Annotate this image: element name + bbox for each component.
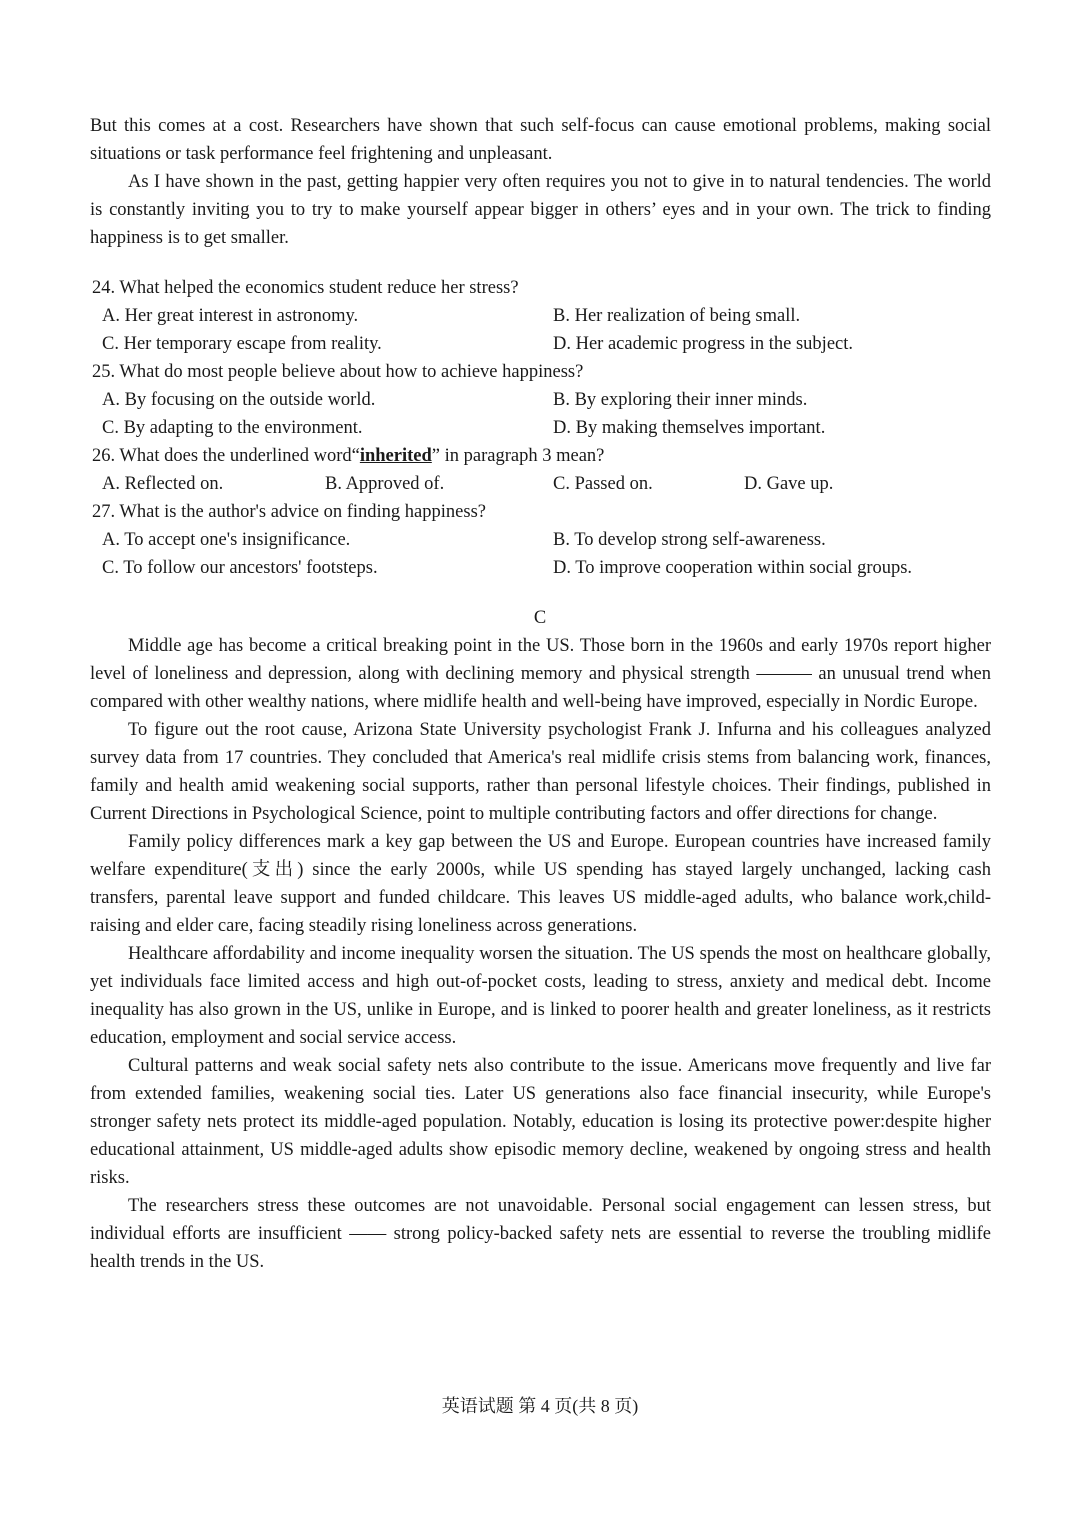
underlined-word: inherited xyxy=(359,446,432,466)
paragraph: To figure out the root cause, Arizona State University psychologist Frank J. Infurna and his colleagues analyzed survey data from 17 countries. They concluded that America's real midlife crisis stems from balancing work, finances, family and health amid weakening social supports, rather than personal lifestyle choices. Their findings, published in Current Directions in Psychological Science, point to multiple contributing factors and offer directions for change. xyxy=(90,720,991,824)
question-stem: 24. What helped the economics student reduce her stress? xyxy=(92,278,519,298)
paragraph: Cultural patterns and weak social safety nets also contribute to the issue. Americans move frequently and live far from extended families, weakening social ties. Later US generations also face financial insecurity, while Europe's stronger safety nets protect its middle-aged population. Notably, education is losing its protective power:despite higher educational attainment, US middle-aged adults show episodic memory decline, weakened by ongoing stress and health risks. xyxy=(90,1056,991,1188)
option-a: A. Reflected on. xyxy=(102,474,224,494)
option-d: D. Her academic progress in the subject. xyxy=(553,334,854,354)
option-row xyxy=(90,330,990,358)
question-27 xyxy=(90,498,990,582)
option-row xyxy=(90,414,990,442)
passage-b-ending xyxy=(90,112,991,252)
question-stem: 27. What is the author's advice on finding happiness? xyxy=(92,502,486,522)
option-row xyxy=(90,526,990,554)
option-d: D. By making themselves important. xyxy=(553,418,826,438)
option-b: B. Approved of. xyxy=(325,474,445,494)
passage-c xyxy=(90,632,991,1276)
option-b: B. To develop strong self-awareness. xyxy=(553,530,826,550)
paragraph: The researchers stress these outcomes are not unavoidable. Personal social engagement can lessen stress, but individual efforts are insufficient —— strong policy-backed safety nets are essential to reverse the troubling midlife health trends in the US. xyxy=(90,1196,991,1272)
question-stem: 25. What do most people believe about how to achieve happiness? xyxy=(92,362,584,382)
question-25 xyxy=(90,358,990,442)
option-c: C. Her temporary escape from reality. xyxy=(102,334,382,354)
option-b: B. Her realization of being small. xyxy=(553,306,801,326)
stem-after: ” in paragraph 3 mean? xyxy=(431,446,605,466)
question-list xyxy=(90,274,990,582)
question-24 xyxy=(90,274,990,358)
paragraph: Family policy differences mark a key gap between the US and Europe. European countries have increased family welfare expenditure(支出) since the early 2000s, while US spending has stayed largely unchanged, lacking cash transfers, parental leave support and funded childcare. This leaves US middle-aged adults, who balance work,child-raising and elder care, facing steadily rising loneliness across generations. xyxy=(90,832,991,936)
question-26 xyxy=(90,442,990,498)
option-a: A. To accept one's insignificance. xyxy=(102,530,351,550)
paragraph: Healthcare affordability and income inequality worsen the situation. The US spends the most on healthcare globally, yet individuals face limited access and high out-of-pocket costs, leading to stress, anxiety and medical debt. Income inequality has also grown in the US, unlike in Europe, and is linked to poorer health and greater loneliness, as it restricts education, employment and social service access. xyxy=(90,944,991,1048)
option-b: B. By exploring their inner minds. xyxy=(553,390,808,410)
paragraph: Middle age has become a critical breaking point in the US. Those born in the 1960s and early 1970s report higher level of loneliness and depression, along with declining memory and physical strength ——— an unusual trend when compared with other wealthy nations, where midlife health and well-being have improved, especially in Nordic Europe. xyxy=(90,636,991,712)
section-heading: C xyxy=(533,608,547,628)
question-stem xyxy=(90,442,990,470)
option-a: A. By focusing on the outside world. xyxy=(102,390,376,410)
option-row xyxy=(90,302,990,330)
option-c: C. By adapting to the environment. xyxy=(102,418,363,438)
stem-before: 26. What does the underlined word“ xyxy=(92,446,360,466)
option-c: C. To follow our ancestors' footsteps. xyxy=(102,558,378,578)
option-row xyxy=(90,386,990,414)
option-row xyxy=(90,554,990,582)
paragraph: As I have shown in the past, getting happier very often requires you not to give in to natural tendencies. The world is constantly inviting you to try to make yourself appear bigger in others’ eyes and in your own. The trick to finding happiness is to get smaller. xyxy=(90,172,991,248)
paragraph: But this comes at a cost. Researchers have shown that such self-focus can cause emotional problems, making social situations or task performance feel frightening and unpleasant. xyxy=(90,116,991,164)
option-d: D. Gave up. xyxy=(744,474,834,494)
option-d: D. To improve cooperation within social groups. xyxy=(553,558,913,578)
option-c: C. Passed on. xyxy=(553,474,653,494)
option-row xyxy=(90,470,990,498)
page-footer: 英语试题 第 4 页(共 8 页) xyxy=(441,1396,639,1416)
option-a: A. Her great interest in astronomy. xyxy=(102,306,359,326)
